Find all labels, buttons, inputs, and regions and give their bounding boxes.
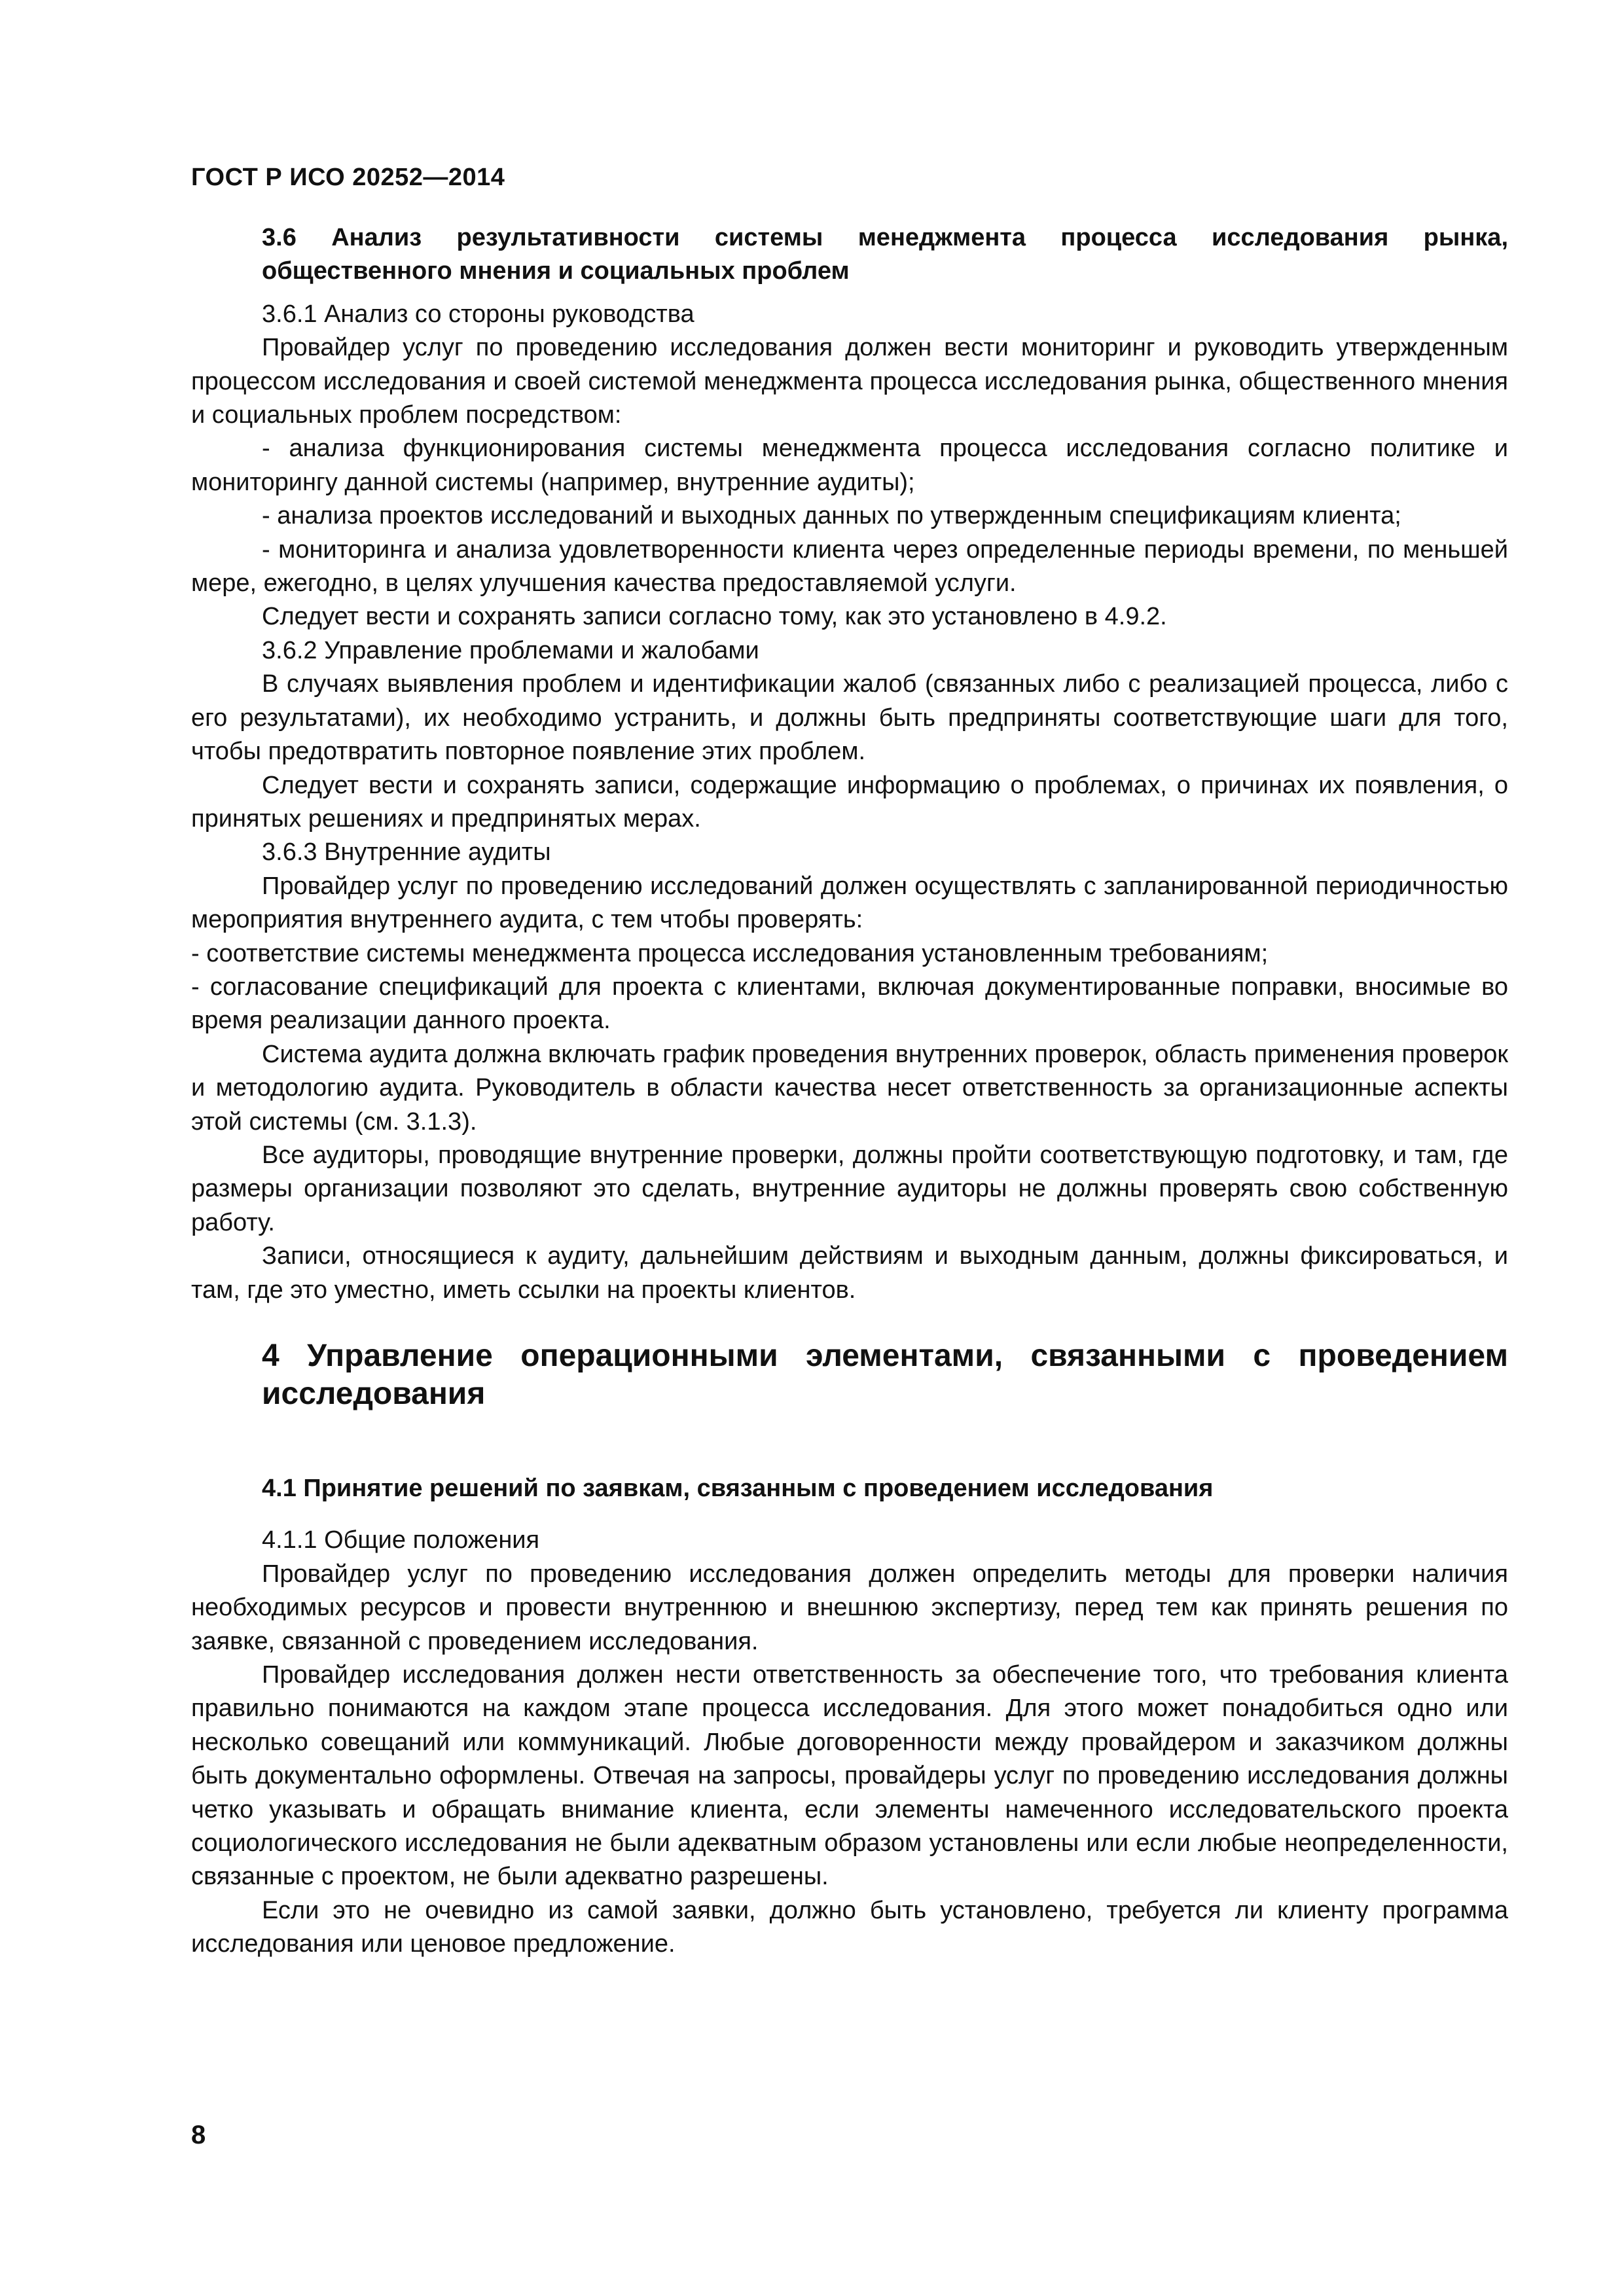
list-item: - анализа функционирования системы менеджмента процесса исследования согласно политике и мониторингу данной системы (например, внутренние аудиты); (191, 435, 1508, 496)
paragraph: Все аудиторы, проводящие внутренние проверки, должны пройти соответствующую подготовку, и там, где размеры организации позволяют это сделать, внутренние аудиторы не должны проверять свою собственную работу. (191, 1141, 1508, 1236)
paragraph: Провайдер услуг по проведению исследования должен вести мониторинг и руководить утвержденным процессом исследования и своей системой менеджмента процесса исследования рынка, общественного мнения и социальных проблем посредством: (191, 334, 1508, 429)
list-item: - соответствие системы менеджмента процесса исследования установленным требованиям; (191, 939, 1269, 967)
clause-3-6-1-title: 3.6.1 Анализ со стороны руководства (262, 300, 695, 328)
clause-3-6-2-title: 3.6.2 Управление проблемами и жалобами (262, 636, 759, 664)
paragraph: Если это не очевидно из самой заявки, должно быть установлено, требуется ли клиенту программа исследования или ценовое предложение. (191, 1896, 1508, 1958)
paragraph: Следует вести и сохранять записи, содержащие информацию о проблемах, о причинах их появления, о принятых решениях и предпринятых мерах. (191, 771, 1508, 833)
paragraph: Провайдер услуг по проведению исследования должен определить методы для проверки наличия необходимых ресурсов и провести внутреннюю и внешнюю экспертизу, перед тем как принять решения по заявке, связанной с проведением исследования. (191, 1560, 1508, 1655)
clause-3-6-3-title: 3.6.3 Внутренние аудиты (262, 838, 551, 867)
paragraph: Провайдер услуг по проведению исследований должен осуществлять с запланированной периодичностью мероприятия внутреннего аудита, с тем чтобы проверять: (191, 872, 1508, 934)
paragraph: В случаях выявления проблем и идентификации жалоб (связанных либо с реализацией процесса, либо с его результатами), их необходимо устранить, и должны быть предприняты соответствующие шаги для того, чтобы предотвратить повторное появление этих проблем. (191, 670, 1508, 766)
section-3-6-heading: 3.6 Анализ результативности системы менеджмента процесса исследования рынка, общественного мнения и социальных проблем (262, 224, 1508, 285)
list-item: - мониторинга и анализа удовлетворенности клиента через определенные периоды времени, по меньшей мере, ежегодно, в целях улучшения качества предоставляемой услуги. (191, 535, 1508, 598)
chapter-4-heading: 4 Управление операционными элементами, связанными с проведением исследования (262, 1338, 1508, 1411)
document-body (191, 221, 1508, 1962)
paragraph: Провайдер исследования должен нести ответственность за обеспечение того, что требования клиента правильно понимаются на каждом этапе процесса исследования. Для этого может понадобиться одно или несколько совещаний или коммуникаций. Любые договоренности между провайдером и заказчиком должны быть документально оформлены. Отвечая на запросы, провайдеры услуг по проведению исследования должны четко указывать и обращать внимание клиента, если элементы намеченного исследовательского проекта социологического исследования не были адекватным образом установлены или если любые неопределенности, связанные с проектом, не были адекватно разрешены. (191, 1661, 1508, 1891)
list-item: - согласование спецификаций для проекта с клиентами, включая документированные поправки, вносимые во время реализации данного проекта. (191, 973, 1508, 1035)
paragraph: Записи, относящиеся к аудиту, дальнейшим действиям и выходным данным, должны фиксироваться, и там, где это уместно, иметь ссылки на проекты клиентов. (191, 1242, 1508, 1304)
document-standard-header: ГОСТ Р ИСО 20252—2014 (191, 164, 505, 191)
list-item: - анализа проектов исследований и выходных данных по утвержденным спецификациям клиента; (262, 502, 1401, 530)
page-number: 8 (191, 2121, 206, 2149)
clause-4-1-1-title: 4.1.1 Общие положения (262, 1526, 540, 1554)
section-4-1-heading: 4.1 Принятие решений по заявкам, связанным с проведением исследования (262, 1475, 1214, 1502)
paragraph: Следует вести и сохранять записи согласно тому, как это установлено в 4.9.2. (262, 603, 1167, 631)
paragraph: Система аудита должна включать график проведения внутренних проверок, область применения проверок и методологию аудита. Руководитель в области качества несет ответственность за организационные аспекты этой системы (см. 3.1.3). (191, 1040, 1508, 1136)
